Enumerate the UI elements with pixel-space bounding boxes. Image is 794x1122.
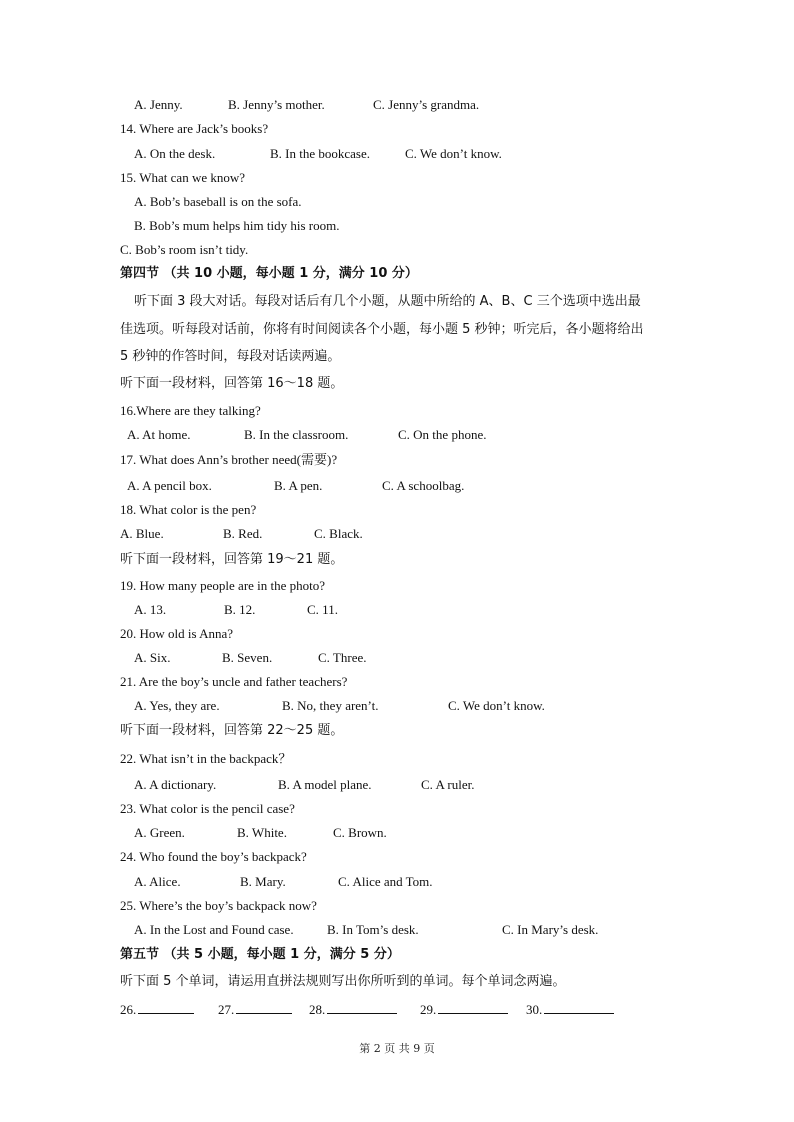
q20-option-a: A. Six. bbox=[134, 650, 171, 665]
q15-question: 15. What can we know? bbox=[120, 170, 246, 185]
q21-question: 21. Are the boy’s uncle and father teachers? bbox=[120, 674, 348, 689]
blank-27-label: 27. bbox=[218, 1002, 235, 1017]
q23-option-c: C. Brown. bbox=[333, 825, 387, 840]
q18-option-c: C. Black. bbox=[314, 526, 363, 541]
q24-option-b: B. Mary. bbox=[240, 874, 286, 889]
q23-option-b: B. White. bbox=[237, 825, 287, 840]
q24-question: 24. Who found the boy’s backpack? bbox=[120, 849, 307, 864]
q16-option-a: A. At home. bbox=[127, 427, 191, 442]
q22-option-a: A. A dictionary. bbox=[134, 777, 217, 792]
q17-option-b: B. A pen. bbox=[274, 478, 323, 493]
blank-29[interactable] bbox=[420, 1001, 508, 1018]
section4-title: 第四节 （共 10 小题，每小题 1 分，满分 10 分） bbox=[120, 266, 418, 281]
q19-option-a: A. 13. bbox=[134, 602, 167, 617]
q19-question: 19. How many people are in the photo? bbox=[120, 578, 326, 593]
q25-question: 25. Where’s the boy’s backpack now? bbox=[120, 898, 317, 913]
section4-group2-header: 听下面一段材料，回答第 19～21 题。 bbox=[120, 552, 344, 567]
q16-option-c: C. On the phone. bbox=[398, 427, 487, 442]
blank-28-label: 28. bbox=[309, 1002, 326, 1017]
blank-29-line[interactable] bbox=[438, 1001, 508, 1014]
q17-option-a: A. A pencil box. bbox=[127, 478, 212, 493]
q14-question: 14. Where are Jack’s books? bbox=[120, 121, 269, 136]
section4-group1-header: 听下面一段材料，回答第 16～18 题。 bbox=[120, 376, 344, 391]
blank-30-label: 30. bbox=[526, 1002, 543, 1017]
q13-option-a: A. Jenny. bbox=[134, 97, 183, 112]
section4-instruction-line3: 5 秒钟的作答时间，每段对话读两遍。 bbox=[120, 349, 341, 364]
q23-question: 23. What color is the pencil case? bbox=[120, 801, 295, 816]
q22-question: 22. What isn’t in the backpack？ bbox=[120, 751, 292, 766]
q20-option-b: B. Seven. bbox=[222, 650, 273, 665]
q18-option-a: A. Blue. bbox=[120, 526, 164, 541]
q25-option-b: B. In Tom’s desk. bbox=[327, 922, 419, 937]
q17-question: 17. What does Ann’s brother need(需要)? bbox=[120, 452, 338, 467]
q15-option-c: C. Bob’s room isn’t tidy. bbox=[120, 242, 249, 257]
section4-group3-header: 听下面一段材料，回答第 22～25 题。 bbox=[120, 723, 344, 738]
blank-29-label: 29. bbox=[420, 1002, 437, 1017]
q18-option-b: B. Red. bbox=[223, 526, 263, 541]
q24-option-c: C. Alice and Tom. bbox=[338, 874, 433, 889]
blank-27-line[interactable] bbox=[236, 1001, 292, 1014]
q13-option-c: C. Jenny’s grandma. bbox=[373, 97, 480, 112]
q18-question: 18. What color is the pen? bbox=[120, 502, 257, 517]
blank-28-line[interactable] bbox=[327, 1001, 397, 1014]
blank-26[interactable] bbox=[120, 1001, 194, 1018]
q21-option-a: A. Yes, they are. bbox=[134, 698, 220, 713]
q25-option-c: C. In Mary’s desk. bbox=[502, 922, 599, 937]
blank-26-label: 26. bbox=[120, 1002, 137, 1017]
q13-option-b: B. Jenny’s mother. bbox=[228, 97, 325, 112]
section4-instruction-line2: 佳选项。听每段对话前，你将有时间阅读各个小题，每小题 5 秒钟；听完后，各小题将给出 bbox=[120, 322, 644, 337]
q24-option-a: A. Alice. bbox=[134, 874, 181, 889]
q25-option-a: A. In the Lost and Found case. bbox=[134, 922, 294, 937]
section5-title: 第五节 （共 5 小题，每小题 1 分，满分 5 分） bbox=[120, 947, 400, 962]
q23-option-a: A. Green. bbox=[134, 825, 185, 840]
q16-question: 16.Where are they talking? bbox=[120, 403, 261, 418]
q21-option-b: B. No, they aren’t. bbox=[282, 698, 379, 713]
q14-option-c: C. We don’t know. bbox=[405, 146, 502, 161]
page-footer: 第 2 页 共 9 页 bbox=[359, 1042, 435, 1055]
blank-28[interactable] bbox=[309, 1001, 397, 1018]
blank-30[interactable] bbox=[526, 1001, 614, 1018]
q19-option-b: B. 12. bbox=[224, 602, 256, 617]
q22-option-b: B. A model plane. bbox=[278, 777, 372, 792]
q17-option-c: C. A schoolbag. bbox=[382, 478, 465, 493]
blank-27[interactable] bbox=[218, 1001, 292, 1018]
section4-instruction-line1: 听下面 3 段大对话。每段对话后有几个小题，从题中所给的 A、B、C 三个选项中选出最 bbox=[134, 294, 641, 309]
q16-option-b: B. In the classroom. bbox=[244, 427, 349, 442]
blank-26-line[interactable] bbox=[138, 1001, 194, 1014]
q22-option-c: C. A ruler. bbox=[421, 777, 475, 792]
q15-option-a: A. Bob’s baseball is on the sofa. bbox=[134, 194, 302, 209]
q21-option-c: C. We don’t know. bbox=[448, 698, 545, 713]
q19-option-c: C. 11. bbox=[307, 602, 338, 617]
q20-option-c: C. Three. bbox=[318, 650, 367, 665]
q20-question: 20. How old is Anna? bbox=[120, 626, 234, 641]
q14-option-b: B. In the bookcase. bbox=[270, 146, 371, 161]
section5-instructions: 听下面 5 个单词，请运用直拼法规则写出你所听到的单词。每个单词念两遍。 bbox=[120, 974, 566, 989]
blank-30-line[interactable] bbox=[544, 1001, 614, 1014]
q14-option-a: A. On the desk. bbox=[134, 146, 216, 161]
q15-option-b: B. Bob’s mum helps him tidy his room. bbox=[134, 218, 340, 233]
